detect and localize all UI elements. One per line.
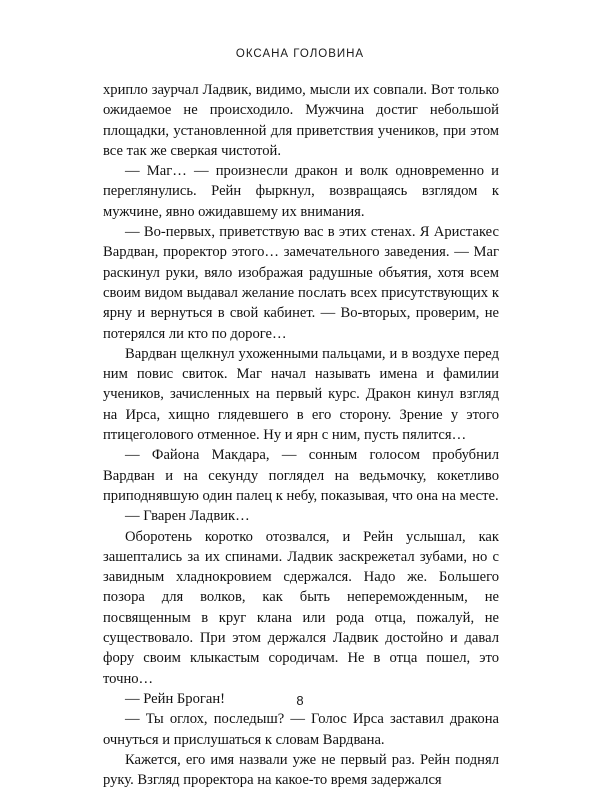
paragraph: — Во-первых, приветствую вас в этих стенах. Я Аристакес Вардван, проректор этого… замечательного заведения. — Маг раскинул руки, вяло изображая радушные объятия, хотя всем своим видом выдавал желание послать всех присутствующих к ярну и вернуться в свой кабинет. — Во-вторых, проверим, не потерялся ли кто по дороге… bbox=[103, 224, 499, 342]
paragraph: — Маг… — произнесли дракон и волк одновременно и переглянулись. Рейн фыркнул, возвращаясь взглядом к мужчине, явно ожидавшему их внимания. bbox=[103, 163, 499, 220]
paragraph: Оборотень коротко отозвался, и Рейн услышал, как зашептались за их спинами. Ладвик заскрежетал зубами, но с завидным хладнокровием сдержался. Надо же. Большего позора для волков, как быть непереможденным, не посвященным в круг клана или рода отца, пожалуй, не существовало. При этом держался Ладвик достойно и давал фору своим клыкастым сородичам. Не в отца пошел, это точно… bbox=[103, 528, 499, 687]
page-number: 8 bbox=[296, 693, 304, 708]
paragraph: Кажется, его имя назвали уже не первый раз. Рейн поднял руку. Взгляд проректора на какое-то время задержался bbox=[103, 751, 499, 789]
paragraph: — Гварен Ладвик… bbox=[125, 508, 250, 525]
body-text bbox=[103, 80, 499, 790]
paragraph: — Файона Макдара, — сонным голосом пробубнил Вардван и на секунду поглядел на ведьмочку, кокетливо приподнявшую один палец к небу, показывая, что она на месте. bbox=[103, 447, 499, 504]
paragraph: Вардван щелкнул ухоженными пальцами, и в воздухе перед ним повис свиток. Маг начал называть имена и фамилии учеников, зачисленных на первый курс. Дракон кинул взгляд на Ирса, хищно глядевшего в его сторону. Зрение у этого птицеголового отменное. Ну и ярн с ним, пусть пялится… bbox=[103, 345, 499, 444]
running-head: ОКСАНА ГОЛОВИНА bbox=[235, 48, 365, 60]
paragraph: — Рейн Броган! bbox=[125, 690, 226, 707]
paragraph: — Ты оглох, последыш? — Голос Ирса заставил дракона очнуться и прислушаться к словам Вардвана. bbox=[103, 711, 499, 748]
paragraph: хрипло заурчал Ладвик, видимо, мысли их совпали. Вот только ожидаемое не происходило. Мужчина достиг небольшой площадки, установленной для приветствия учеников, при этом все так же сверкая чистотой. bbox=[103, 82, 499, 159]
